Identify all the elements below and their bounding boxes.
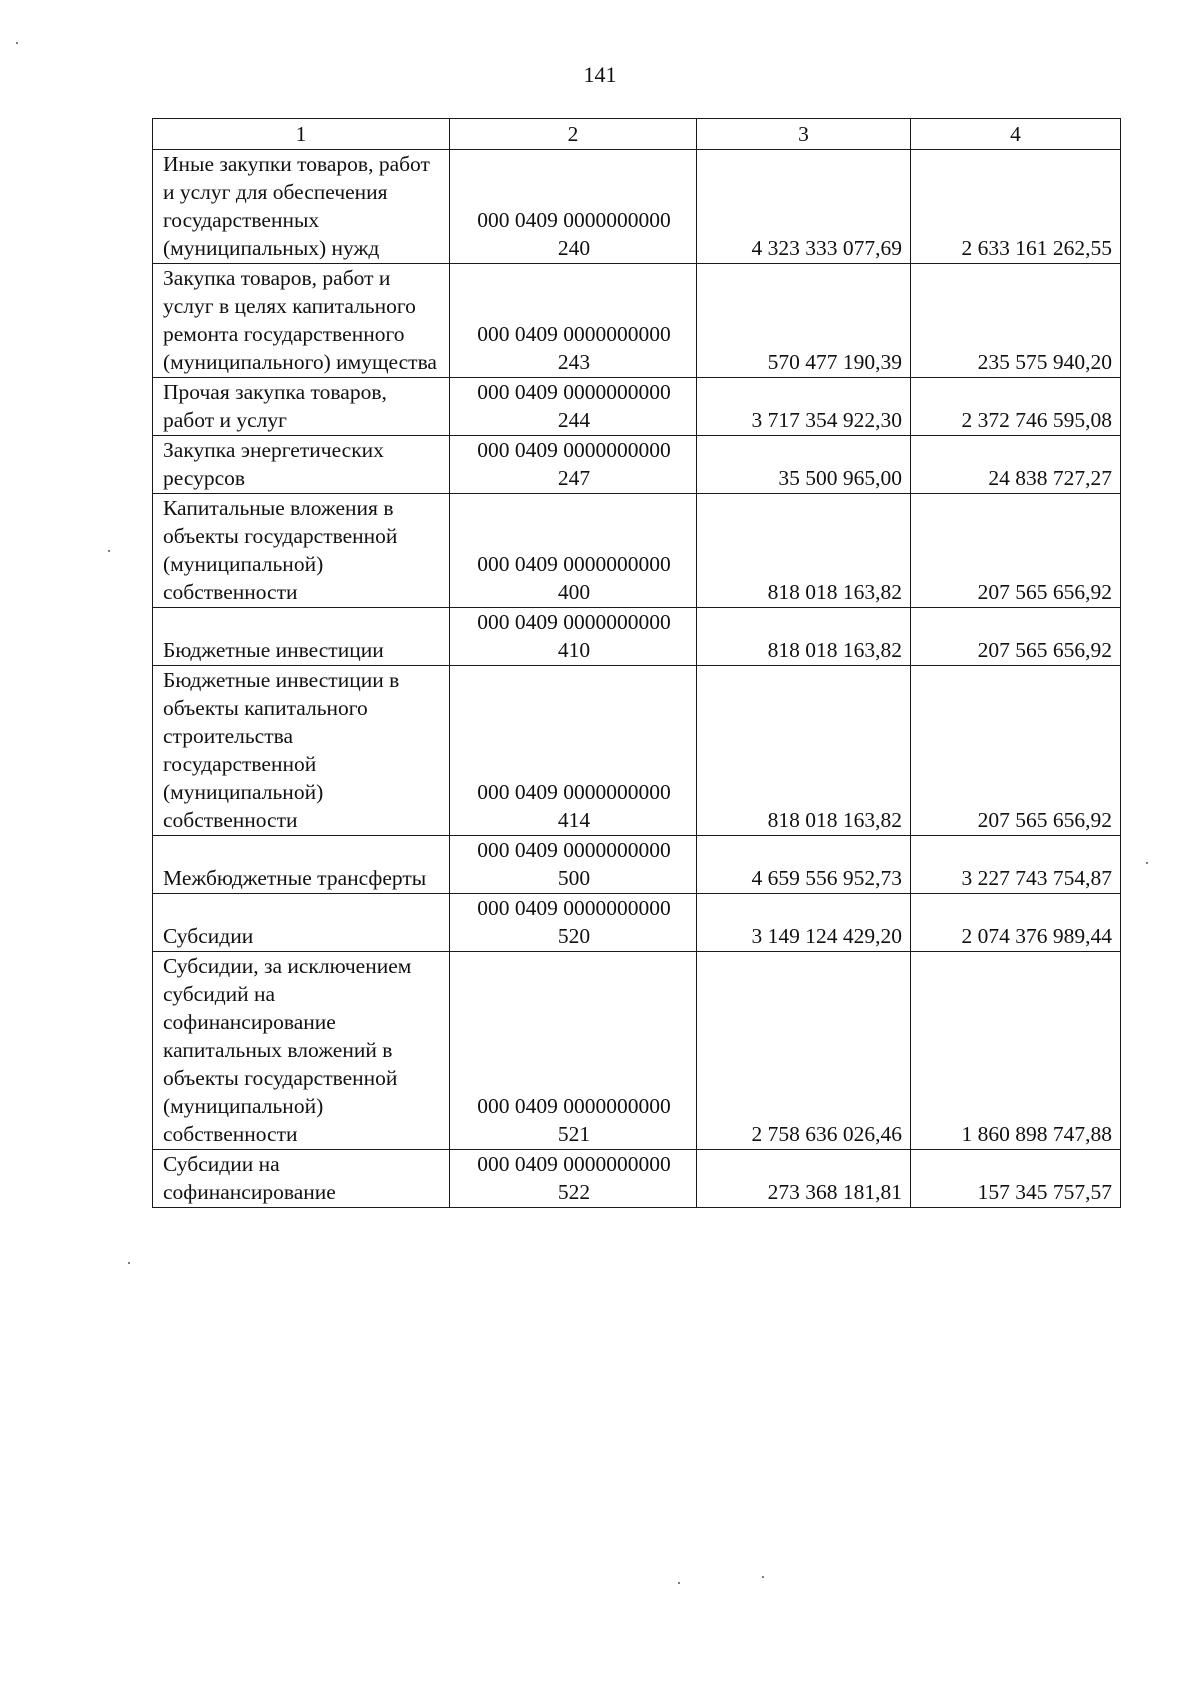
header-cell-4: 4: [911, 119, 1121, 150]
code-classifier: 000 0409 0000000000: [477, 552, 671, 576]
scan-speck: [16, 42, 18, 44]
row-name: Межбюджетные трансферты: [153, 836, 450, 894]
row-value-col4: 2 633 161 262,55: [911, 150, 1121, 264]
page-number: 141: [583, 62, 617, 87]
row-name: Прочая закупка товаров, работ и услуг: [153, 378, 450, 436]
code-expense-type: 414: [557, 808, 591, 832]
table-row: [153, 494, 1121, 608]
code-classifier: 000 0409 0000000000: [477, 208, 671, 232]
scan-speck: [128, 1262, 130, 1264]
row-value-col4: 2 074 376 989,44: [911, 894, 1121, 952]
row-value-col4: 157 345 757,57: [911, 1150, 1121, 1208]
row-value-col3: 2 758 636 026,46: [697, 952, 911, 1150]
row-value-col4: 2 372 746 595,08: [911, 378, 1121, 436]
table-row: [153, 894, 1121, 952]
table-row: [153, 378, 1121, 436]
code-expense-type: 500: [557, 866, 591, 890]
code-expense-type: 244: [557, 408, 591, 432]
scan-speck: [1146, 862, 1148, 864]
row-code: [450, 494, 697, 608]
code-classifier: 000 0409 0000000000: [477, 780, 671, 804]
row-value-col4: 3 227 743 754,87: [911, 836, 1121, 894]
table-row: [153, 836, 1121, 894]
row-value-col3: 818 018 163,82: [697, 666, 911, 836]
row-value-col4: 235 575 940,20: [911, 264, 1121, 378]
code-expense-type: 522: [557, 1180, 591, 1204]
row-name: Закупка товаров, работ и услуг в целях капитального ремонта государственного (муниципального) имущества: [153, 264, 450, 378]
row-name: Бюджетные инвестиции: [153, 608, 450, 666]
code-expense-type: 240: [557, 236, 591, 260]
row-code: [450, 1150, 697, 1208]
header-cell-2: 2: [450, 119, 697, 150]
table-row: [153, 608, 1121, 666]
row-name: Субсидии, за исключением субсидий на софинансирование капитальных вложений в объекты государственной (муниципальной) собственности: [153, 952, 450, 1150]
row-value-col3: 570 477 190,39: [697, 264, 911, 378]
code-classifier: 000 0409 0000000000: [477, 1152, 671, 1176]
row-code: [450, 666, 697, 836]
row-value-col3: 4 659 556 952,73: [697, 836, 911, 894]
row-value-col3: 3 149 124 429,20: [697, 894, 911, 952]
code-expense-type: 400: [557, 580, 591, 604]
row-code: [450, 378, 697, 436]
header-row: [153, 119, 1121, 150]
scan-speck: [108, 550, 110, 552]
code-classifier: 000 0409 0000000000: [477, 896, 671, 920]
code-expense-type: 243: [557, 350, 591, 374]
table-row: [153, 150, 1121, 264]
row-name: Закупка энергетических ресурсов: [153, 436, 450, 494]
header-cell-3: 3: [697, 119, 911, 150]
row-value-col3: 3 717 354 922,30: [697, 378, 911, 436]
code-classifier: 000 0409 0000000000: [477, 380, 671, 404]
table-row: [153, 666, 1121, 836]
row-name: Субсидии: [153, 894, 450, 952]
table-row: [153, 952, 1121, 1150]
code-classifier: 000 0409 0000000000: [477, 438, 671, 462]
row-value-col3: 818 018 163,82: [697, 608, 911, 666]
row-name: Субсидии на софинансирование: [153, 1150, 450, 1208]
row-value-col4: 207 565 656,92: [911, 666, 1121, 836]
row-value-col4: 207 565 656,92: [911, 494, 1121, 608]
code-expense-type: 521: [557, 1122, 591, 1146]
row-name: Капитальные вложения в объекты государственной (муниципальной) собственности: [153, 494, 450, 608]
row-code: [450, 894, 697, 952]
row-value-col3: 35 500 965,00: [697, 436, 911, 494]
row-code: [450, 436, 697, 494]
row-value-col4: 24 838 727,27: [911, 436, 1121, 494]
table-row: [153, 264, 1121, 378]
code-expense-type: 520: [557, 924, 591, 948]
row-value-col4: 1 860 898 747,88: [911, 952, 1121, 1150]
budget-table: [152, 118, 1121, 1208]
scan-speck: [678, 1582, 680, 1584]
table-row: [153, 436, 1121, 494]
code-classifier: 000 0409 0000000000: [477, 838, 671, 862]
row-code: [450, 952, 697, 1150]
code-classifier: 000 0409 0000000000: [477, 610, 671, 634]
row-name: Бюджетные инвестиции в объекты капитального строительства государственной (муниципальной) собственности: [153, 666, 450, 836]
header-cell-1: 1: [153, 119, 450, 150]
row-value-col4: 207 565 656,92: [911, 608, 1121, 666]
row-code: [450, 264, 697, 378]
row-name: Иные закупки товаров, работ и услуг для обеспечения государственных (муниципальных) нужд: [153, 150, 450, 264]
code-expense-type: 410: [557, 638, 591, 662]
code-classifier: 000 0409 0000000000: [477, 322, 671, 346]
scan-speck: [762, 1576, 764, 1578]
row-value-col3: 818 018 163,82: [697, 494, 911, 608]
row-value-col3: 273 368 181,81: [697, 1150, 911, 1208]
row-code: [450, 836, 697, 894]
row-value-col3: 4 323 333 077,69: [697, 150, 911, 264]
table-row: [153, 1150, 1121, 1208]
row-code: [450, 608, 697, 666]
row-code: [450, 150, 697, 264]
code-classifier: 000 0409 0000000000: [477, 1094, 671, 1118]
code-expense-type: 247: [557, 466, 591, 490]
